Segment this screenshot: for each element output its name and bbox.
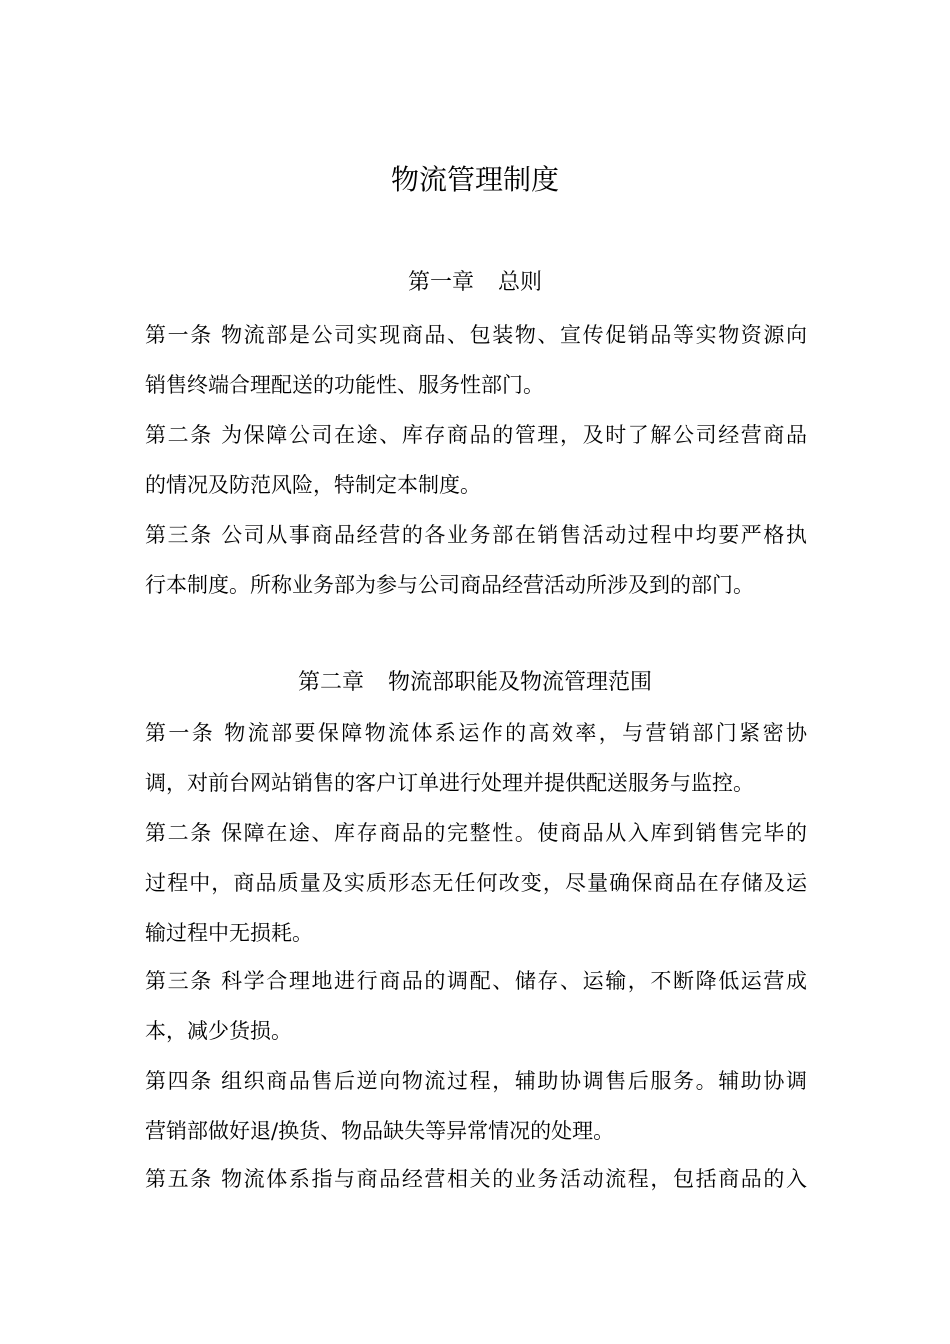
paragraph-line: 第三条 公司从事商品经营的各业务部在销售活动过程中均要严格执: [145, 523, 807, 547]
chapter-1-name: 总则: [498, 270, 543, 295]
chapter-2-name: 物流部职能及物流管理范围: [388, 670, 653, 695]
chapter-1-heading: [0, 266, 950, 300]
paragraph-line: 第一条 物流部要保障物流体系运作的高效率，与营销部门紧密协: [145, 721, 807, 745]
paragraph-line: 第四条 组织商品售后逆向物流过程，辅助协调售后服务。辅助协调: [145, 1069, 807, 1093]
paragraph-line: 的情况及防范风险，特制定本制度。: [145, 473, 481, 497]
paragraph-line: 第二条 为保障公司在途、库存商品的管理，及时了解公司经营商品: [145, 423, 807, 447]
paragraph-line: 第二条 保障在途、库存商品的完整性。使商品从入库到销售完毕的: [145, 821, 807, 845]
paragraph-line: 第三条 科学合理地进行商品的调配、储存、运输，不断降低运营成: [145, 969, 807, 993]
paragraph-line: 过程中，商品质量及实质形态无任何改变，尽量确保商品在存储及运: [145, 871, 807, 895]
paragraph-line: 本，减少货损。: [145, 1019, 292, 1043]
paragraph-line: 第一条 物流部是公司实现商品、包装物、宣传促销品等实物资源向: [145, 323, 807, 347]
paragraph-line: 输过程中无损耗。: [145, 921, 313, 945]
chapter-1-number: 第一章: [407, 270, 474, 295]
paragraph-line: 第五条 物流体系指与商品经营相关的业务活动流程，包括商品的入: [145, 1167, 807, 1191]
paragraph-line: 调，对前台网站销售的客户订单进行处理并提供配送服务与监控。: [145, 771, 754, 795]
document-title: 物流管理制度: [390, 163, 559, 196]
chapter-2-number: 第二章: [297, 670, 364, 695]
paragraph-line: 销售终端合理配送的功能性、服务性部门。: [145, 373, 544, 397]
paragraph-line: 行本制度。所称业务部为参与公司商品经营活动所涉及到的部门。: [145, 573, 754, 597]
chapter-2-heading: [0, 666, 950, 700]
paragraph-line: 营销部做好退/换货、物品缺失等异常情况的处理。: [145, 1119, 615, 1143]
